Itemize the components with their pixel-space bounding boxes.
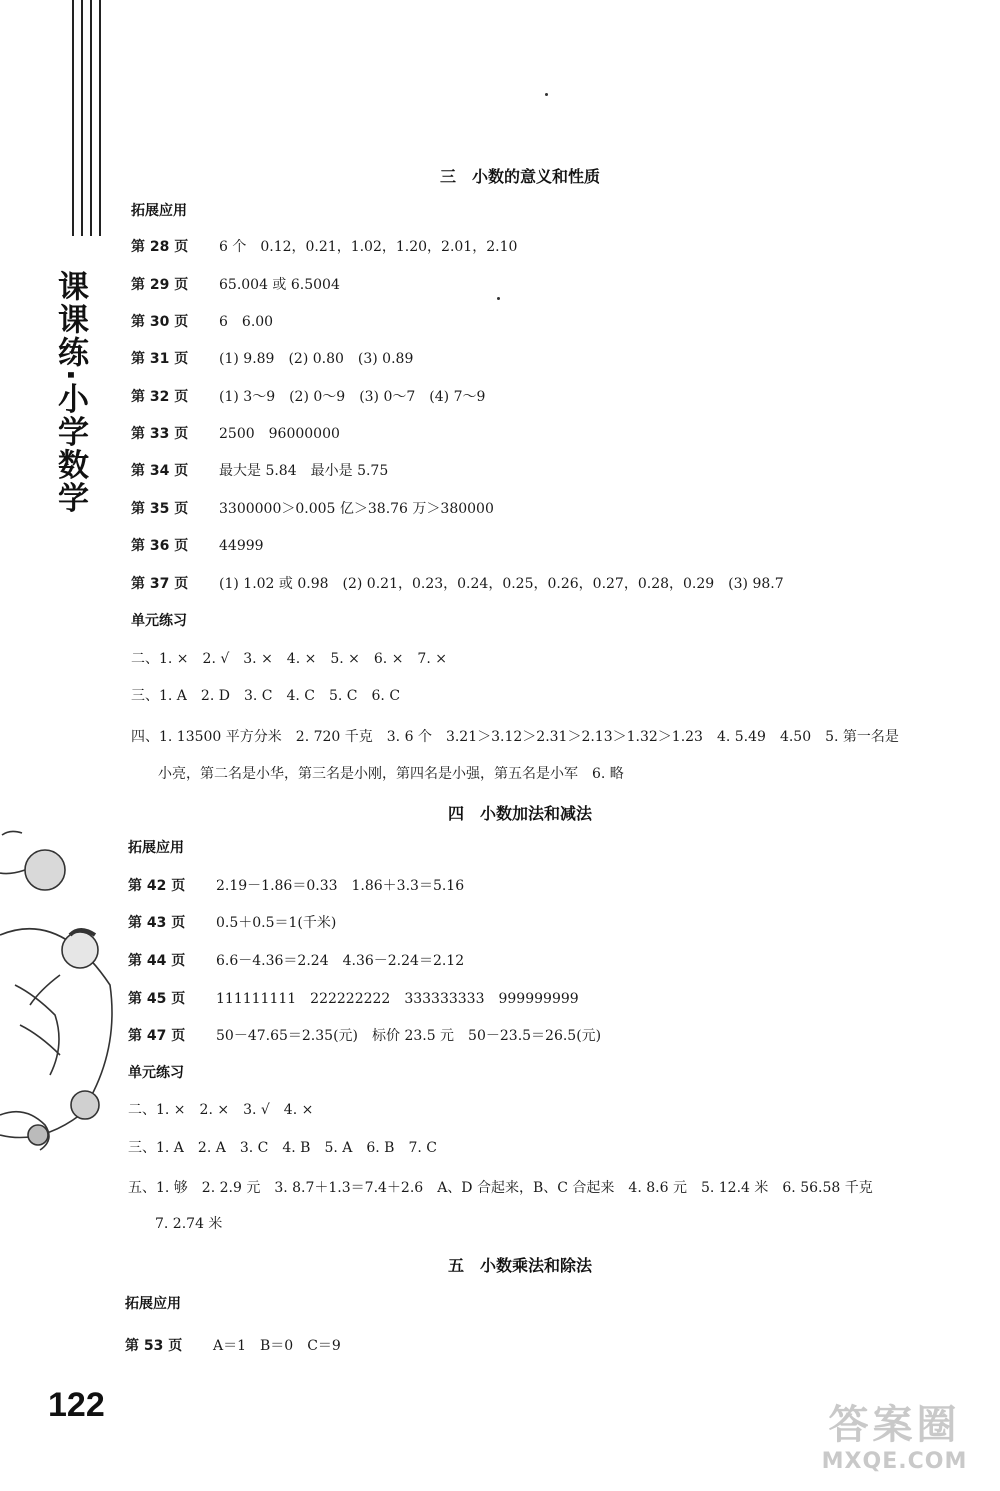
page-label: 第 28 页 <box>131 239 189 255</box>
answer-text: 0.5＋0.5＝1(千米) <box>216 915 337 931</box>
answer-text: 2500 96000000 <box>219 426 340 442</box>
answer-row <box>128 988 579 1008</box>
danyuan-heading: 单元练习 <box>131 613 187 629</box>
page-label: 第 45 页 <box>128 991 186 1007</box>
answer-row <box>131 535 264 555</box>
unit-answer-line: 五、1. 够 2. 2.9 元 3. 8.7＋1.3＝7.4＋2.6 A、D 合起来，B、C 合起来 4. 8.6 元 5. 12.4 米 6. 56.58 千克 <box>128 1180 873 1196</box>
page-label: 第 43 页 <box>128 915 186 931</box>
answer-text: (1) 9.89 (2) 0.80 (3) 0.89 <box>219 351 414 367</box>
unit-answer-line: 二、1. × 2. × 3. √ 4. × <box>128 1102 314 1118</box>
cartoon-illustration <box>0 815 115 1155</box>
answer-row <box>128 1025 601 1045</box>
answer-text: 2.19－1.86＝0.33 1.86＋3.3＝5.16 <box>216 878 465 894</box>
tuozhan-heading: 拓展应用 <box>131 203 187 219</box>
unit-answer-line: 7. 2.74 米 <box>155 1216 223 1232</box>
answer-text: (1) 1.02 或 0.98 (2) 0.21，0.23，0.24，0.25，0.26，0.27，0.28，0.29 (3) 98.7 <box>219 576 784 592</box>
page-label: 第 31 页 <box>131 351 189 367</box>
answer-text: (1) 3～9 (2) 0～9 (3) 0～7 (4) 7～9 <box>219 389 486 405</box>
answer-row <box>131 236 517 256</box>
page-label: 第 53 页 <box>125 1338 183 1354</box>
answer-row <box>131 573 784 593</box>
page-label: 第 30 页 <box>131 314 189 330</box>
tuozhan-heading: 拓展应用 <box>125 1296 181 1312</box>
answer-row <box>131 423 340 443</box>
binding-line <box>72 0 74 236</box>
answer-text: A＝1 B＝0 C＝9 <box>213 1338 341 1354</box>
speck <box>497 297 500 300</box>
page-label: 第 37 页 <box>131 576 189 592</box>
binding-line <box>81 0 83 236</box>
unit-answer-line: 小亮，第二名是小华，第三名是小刚，第四名是小强，第五名是小军 6. 略 <box>158 766 624 782</box>
unit-answer-line: 三、1. A 2. A 3. C 4. B 5. A 6. B 7. C <box>128 1140 437 1156</box>
answer-text: 111111111 222222222 333333333 999999999 <box>216 991 579 1007</box>
answer-row <box>128 950 464 970</box>
answer-row <box>131 274 340 294</box>
danyuan-heading: 单元练习 <box>128 1065 184 1081</box>
watermark <box>807 1401 982 1483</box>
answer-row <box>131 348 413 368</box>
answer-text: 最大是 5.84 最小是 5.75 <box>219 463 389 479</box>
answer-text: 6 6.00 <box>219 314 274 330</box>
answer-row <box>128 912 336 932</box>
page-label: 第 47 页 <box>128 1028 186 1044</box>
page-label: 第 34 页 <box>131 463 189 479</box>
page-label: 第 42 页 <box>128 878 186 894</box>
section-title-4: 四 小数加法和减法 <box>448 804 593 823</box>
unit-answer-line: 二、1. × 2. √ 3. × 4. × 5. × 6. × 7. × <box>131 651 447 667</box>
page-number: 122 <box>48 1386 105 1424</box>
watermark-url: MXQE.COM <box>821 1449 968 1474</box>
section-title-3: 三 小数的意义和性质 <box>440 167 601 186</box>
answer-row <box>131 311 273 331</box>
answer-row <box>128 875 464 895</box>
binding-line <box>99 0 101 236</box>
page-label: 第 36 页 <box>131 538 189 554</box>
answer-text: 65.004 或 6.5004 <box>219 277 340 293</box>
series-title: 课课练·小学数学 <box>52 270 88 515</box>
unit-answer-line: 四、1. 13500 平方分米 2. 720 千克 3. 6 个 3.21＞3.12＞2.31＞2.13＞1.32＞1.23 4. 5.49 4.50 5. 第一名是 <box>131 729 899 745</box>
tuozhan-heading: 拓展应用 <box>128 840 184 856</box>
answer-text: 6 个 0.12，0.21，1.02，1.20，2.01，2.10 <box>219 239 518 255</box>
answer-text: 44999 <box>219 538 264 554</box>
unit-answer-line: 三、1. A 2. D 3. C 4. C 5. C 6. C <box>131 688 401 704</box>
page-label: 第 32 页 <box>131 389 189 405</box>
answer-text: 3300000＞0.005 亿＞38.76 万＞380000 <box>219 501 494 517</box>
answer-row <box>125 1335 341 1355</box>
watermark-logo: 答案圈 <box>828 1402 961 1448</box>
section-title-5: 五 小数乘法和除法 <box>448 1256 593 1275</box>
answer-row <box>131 498 494 518</box>
answer-row <box>131 460 388 480</box>
page-label: 第 29 页 <box>131 277 189 293</box>
page-label: 第 44 页 <box>128 953 186 969</box>
answer-text: 50－47.65＝2.35(元) 标价 23.5 元 50－23.5＝26.5(元) <box>216 1028 602 1044</box>
speck <box>545 93 548 96</box>
page-label: 第 35 页 <box>131 501 189 517</box>
page-label: 第 33 页 <box>131 426 189 442</box>
binding-line <box>90 0 92 236</box>
answer-row <box>131 386 485 406</box>
answer-text: 6.6－4.36＝2.24 4.36－2.24＝2.12 <box>216 953 465 969</box>
